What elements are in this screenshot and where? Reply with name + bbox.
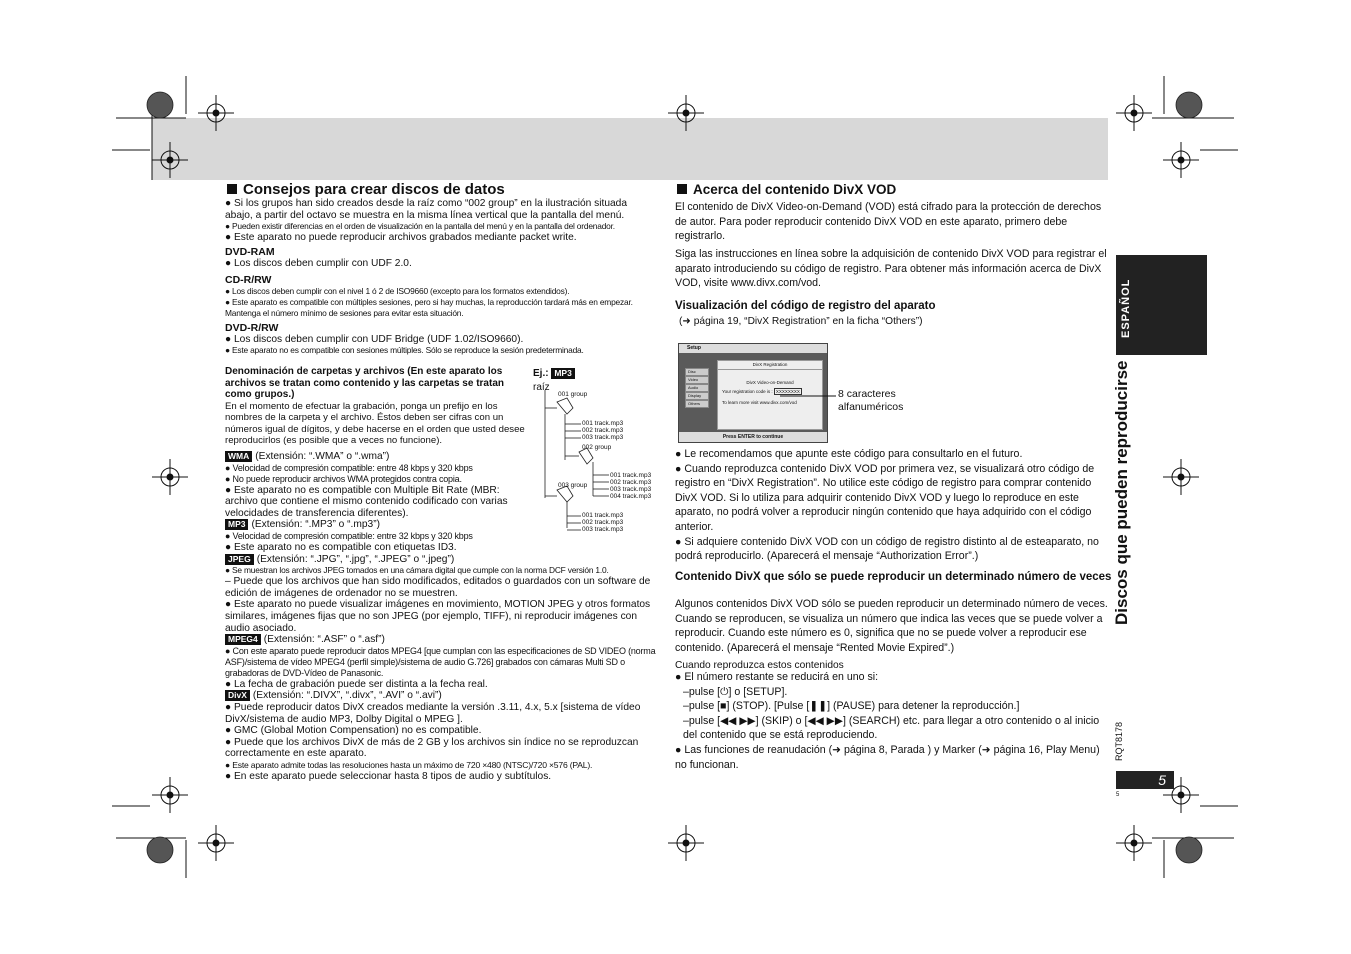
menu-item: Video bbox=[685, 376, 709, 384]
list-item: ● Velocidad de compresión compatible: entre 32 kbps y 320 kbps bbox=[225, 530, 473, 541]
file-item: 002 track.mp3 bbox=[582, 519, 624, 526]
registration-code: XXXXXXXX bbox=[775, 389, 800, 394]
cdrw-heading: CD-R/RW bbox=[225, 273, 272, 286]
list-item: ● Los discos deben cumplir con UDF 2.0. bbox=[225, 258, 412, 269]
divx-line: DivX (Extensión: “.DIVX”, “.divx”, “.AVI” o “.avi”) bbox=[225, 690, 660, 702]
list-item: ● El número restante se reducirá en uno si: bbox=[675, 671, 879, 683]
dialog-title: DivX Registration bbox=[718, 361, 822, 370]
list-item: –pulse [◀◀ ▶▶] (SKIP) o [◀◀ ▶▶] (SEARCH) etc. para llegar a otro contenido o al inicio del contenido que se está reproduciendo. bbox=[683, 714, 1100, 742]
file-list bbox=[610, 472, 651, 500]
list-item: ● Las funciones de reanudación (➜ página 8, Parada ) y Marker (➜ página 16, Play Menu) no funcionan. bbox=[675, 743, 1100, 771]
list-item: ● Los discos deben cumplir con UDF Bridge (UDF 1.02/ISO9660). bbox=[225, 333, 524, 345]
list-item: ● GMC (Global Motion Compensation) no es compatible. bbox=[225, 725, 482, 737]
list-item: ● Este aparato es compatible con múltiples sesiones, pero si hay muchas, la reproducción tardará más en empezar. Mantenga el número mínimo de sesiones para evitar esta situación. bbox=[225, 296, 633, 318]
list-item: ● Puede reproducir datos DivX creados mediante la versión .3.11, 4.x, 5.x [sistema de vídeo DivX/sistema de audio MP3, Dolby Digital o MPEG ]. bbox=[225, 701, 641, 725]
naming-text: En el momento de efectuar la grabación, ponga un prefijo en los nombres de la carpeta y el archivo. Éstos deben ser cifras con un números igual de dígitos, y debe hacerse en el orden que usted desee reproducirlos (es posible que a veces no funcione). bbox=[225, 400, 525, 446]
file-item: 002 track.mp3 bbox=[610, 479, 652, 486]
square-bullet-icon bbox=[227, 184, 237, 194]
square-bullet-icon bbox=[677, 184, 687, 194]
group-label: 001 group bbox=[558, 391, 588, 398]
wma-tag: WMA bbox=[225, 451, 252, 462]
section-title-data-discs: Consejos para crear discos de datos bbox=[227, 181, 505, 198]
list-item: ● Pueden existir diferencias en el orden de visualización en la pantalla del menú y en la pantalla del ordenador. bbox=[225, 221, 615, 232]
document-code: RQT8178 bbox=[1114, 722, 1124, 762]
divx-notes bbox=[675, 447, 1105, 564]
left-intro bbox=[225, 198, 657, 244]
file-item: 003 track.mp3 bbox=[610, 486, 652, 493]
divx-instructions: Siga las instrucciones en línea sobre la adquisición de contenido DivX VOD para registrar el aparato introduciendo su código de registro. Para obtener más información acerca de DivX VOD, visite www.divx.com/vod. bbox=[675, 248, 1107, 290]
mp3-tag: MP3 bbox=[225, 519, 248, 530]
screen-menu bbox=[685, 368, 709, 408]
dvdrrw-heading: DVD-R/RW bbox=[225, 321, 279, 334]
callout-label: 8 caracteres alfanuméricos bbox=[838, 388, 904, 413]
dvdram-heading: DVD-RAM bbox=[225, 246, 275, 258]
divx-intro: El contenido de DivX Video-on-Demand (VOD) está cifrado para la protección de derechos de autor. Para poder reproducir contenido DivX VOD en este aparato, primero debe registrarlo. bbox=[675, 201, 1102, 243]
tree-root: raíz bbox=[533, 382, 550, 393]
list-item: ● Este aparato no es compatible con etiquetas ID3. bbox=[225, 541, 457, 553]
limited-play-intro: Cuando reproduzca estos contenidos bbox=[675, 660, 844, 671]
tree-example: Ej.: MP3 bbox=[533, 368, 578, 379]
list-item: ● Velocidad de compresión compatible: entre 48 kbps y 320 kbps bbox=[225, 462, 473, 473]
list-item: ● Los discos deben cumplir con el nivel 1 ó 2 de ISO9660 (excepto para los formatos extendidos). bbox=[225, 285, 570, 296]
list-item: ● Este aparato no puede reproducir archivos grabados mediante packet write. bbox=[225, 232, 577, 244]
list-item: ● Este aparato no es compatible con Multiple Bit Rate (MBR: archivo que contiene el mismo contenido codificado con varias velocidades de transferencia diferentes). bbox=[225, 484, 508, 519]
callout-line bbox=[780, 385, 840, 415]
wma-line: WMA (Extensión: “.WMA” o “.wma”) bbox=[225, 451, 660, 463]
file-item: 001 track.mp3 bbox=[610, 472, 652, 479]
list-item: ● Puede que los archivos DivX de más de 2 GB y los archivos sin índice no se reproduzcan correctamente en este aparato. bbox=[225, 736, 639, 760]
list-item: ● Este aparato no es compatible con sesiones múltiples. Sólo se reproduce la sesión predeterminada. bbox=[225, 345, 584, 356]
chapter-title: Discos que pueden reproducirse bbox=[1112, 360, 1131, 625]
file-list bbox=[582, 420, 623, 441]
file-item: 003 track.mp3 bbox=[582, 434, 624, 441]
jpeg-line: JPEG (Extensión: “.JPG”, “.jpg”, “.JPEG” o “.jpeg”) bbox=[225, 554, 660, 566]
list-item: ● Se muestran los archivos JPEG tomados en una cámara digital que cumple con la norma DCF versión 1.0. bbox=[225, 565, 609, 576]
list-item: ● No puede reproducir archivos WMA protegidos contra copia. bbox=[225, 473, 462, 484]
dialog-line: To learn more visit www.divx.com/vod bbox=[722, 400, 797, 405]
file-list bbox=[582, 512, 623, 533]
menu-item: Disc bbox=[685, 368, 709, 376]
disc-types bbox=[225, 246, 657, 356]
list-item: ● En este aparato puede seleccionar hasta 8 tipos de audio y subtítulos. bbox=[225, 770, 552, 782]
mpeg4-tag: MPEG4 bbox=[225, 634, 261, 645]
dialog-code-line: Your registration code is : XXXXXXXX bbox=[722, 389, 800, 394]
naming-heading: Denominación de carpetas y archivos (En este aparato los archivos se tratan como contenido y las carpetas se tratan como grupos.) bbox=[225, 366, 504, 401]
file-item: 003 track.mp3 bbox=[582, 526, 624, 533]
list-item: –pulse [■] (STOP). [Pulse [❚❚] (PAUSE) para detener la reproducción.] bbox=[683, 700, 1020, 713]
list-item: ● Este aparato no puede visualizar imágenes en movimiento, MOTION JPEG y otros formatos similares, imágenes fijas que no son JPEG (por ejemplo, TIFF), ni reproducir imágenes con audio asociado. bbox=[225, 599, 651, 634]
list-item: ● La fecha de grabación puede ser distinta a la fecha real. bbox=[225, 678, 488, 690]
dialog-line: DivX Video-on-Demand bbox=[746, 380, 794, 385]
mp3-line: MP3 (Extensión: “.MP3” o “.mp3”) bbox=[225, 519, 660, 531]
file-item: 004 track.mp3 bbox=[610, 493, 652, 500]
jpeg-tag: JPEG bbox=[225, 554, 254, 565]
mp3-tag: MP3 bbox=[551, 368, 574, 379]
page-number-small: 5 bbox=[1116, 792, 1120, 798]
menu-item: Display bbox=[685, 392, 709, 400]
registration-subheading: Visualización del código de registro del aparato bbox=[675, 300, 936, 312]
group-label: 002 group bbox=[582, 444, 612, 451]
list-item: ● Cuando reproduzca contenido DivX VOD por primera vez, se visualizará otro código de registro en “DivX Registration”. No utilice este código de registro para comprar contenido DivX VOD. Si lo utiliza para adquirir contenido DivX VOD y luego lo reproduce en este aparato, no podrá volver a reproducir ningún contenido que haya adquirido con el código anterior. bbox=[675, 462, 1095, 533]
divx-tag: DivX bbox=[225, 690, 250, 701]
mpeg4-line: MPEG4 (Extensión: “.ASF” o “.asf”) bbox=[225, 634, 660, 646]
group-label: 003 group bbox=[558, 482, 588, 489]
list-item: – Puede que los archivos que han sido modificados, editados o guardados con un software de edición de imágenes de ordenador no se muestren. bbox=[225, 576, 651, 599]
page-number: 5 bbox=[1116, 771, 1174, 789]
list-item: ● Si los grupos han sido creados desde la raíz como “002 group” en la ilustración situada abajo, a partir del octavo se muestra en la misma línea vertical que la pantalla del menú. bbox=[225, 198, 627, 221]
list-item: –pulse [⏻] o [SETUP]. bbox=[683, 685, 788, 698]
list-item: ● Si adquiere contenido DivX VOD con un código de registro distinto al de esteaparato, no podrá reproducirlo. (Aparecerá el mensaje “Authorization Error”.) bbox=[675, 535, 1099, 563]
file-item: 002 track.mp3 bbox=[582, 427, 624, 434]
naming-section bbox=[225, 366, 525, 446]
menu-item: Audio bbox=[685, 384, 709, 392]
registration-reference: (➜ página 19, “DivX Registration” en la ficha “Others”) bbox=[679, 316, 923, 327]
limited-play-subheading: Contenido DivX que sólo se puede reproducir un determinado número de veces bbox=[675, 571, 1112, 583]
file-item: 001 track.mp3 bbox=[582, 420, 624, 427]
section-title-divx-vod: Acerca del contenido DivX VOD bbox=[677, 182, 896, 197]
list-item: ● Este aparato admite todas las resoluciones hasta un máximo de 720 ×480 (NTSC)/720 ×576 (PAL). bbox=[225, 759, 593, 770]
limited-play-text: Algunos contenidos DivX VOD sólo se pueden reproducir un determinado número de veces. Cuando se reproducen, se visualiza un número que indica las veces que se puede volver a reproducir. Cuando este número es 0, significa que no se puede volver a reproducir ese contenido. (Aparecerá el mensaje “Rented Movie Expired”.) bbox=[675, 598, 1108, 654]
limited-play-list bbox=[675, 670, 1110, 772]
file-item: 001 track.mp3 bbox=[582, 512, 624, 519]
list-item: ● Le recomendamos que apunte este código para consultarlo en el futuro. bbox=[675, 448, 1023, 460]
screen-bottom-bar: Press ENTER to continue bbox=[679, 432, 827, 442]
menu-item: Others bbox=[685, 400, 709, 408]
screen-title-bar: Setup bbox=[679, 344, 827, 353]
list-item: ● Con este aparato puede reproducir datos MPEG4 [que cumplan con las especificaciones de SD VIDEO (norma ASF)/sistema de vídeo MPEG4 (perfil simple)/sistema de audio G.726] grabados con cámaras Multi SD o grabadoras de DVD-Vídeo de Panasonic. bbox=[225, 645, 656, 678]
language-label: ESPAÑOL bbox=[1120, 278, 1132, 338]
folder-tree bbox=[533, 368, 663, 538]
